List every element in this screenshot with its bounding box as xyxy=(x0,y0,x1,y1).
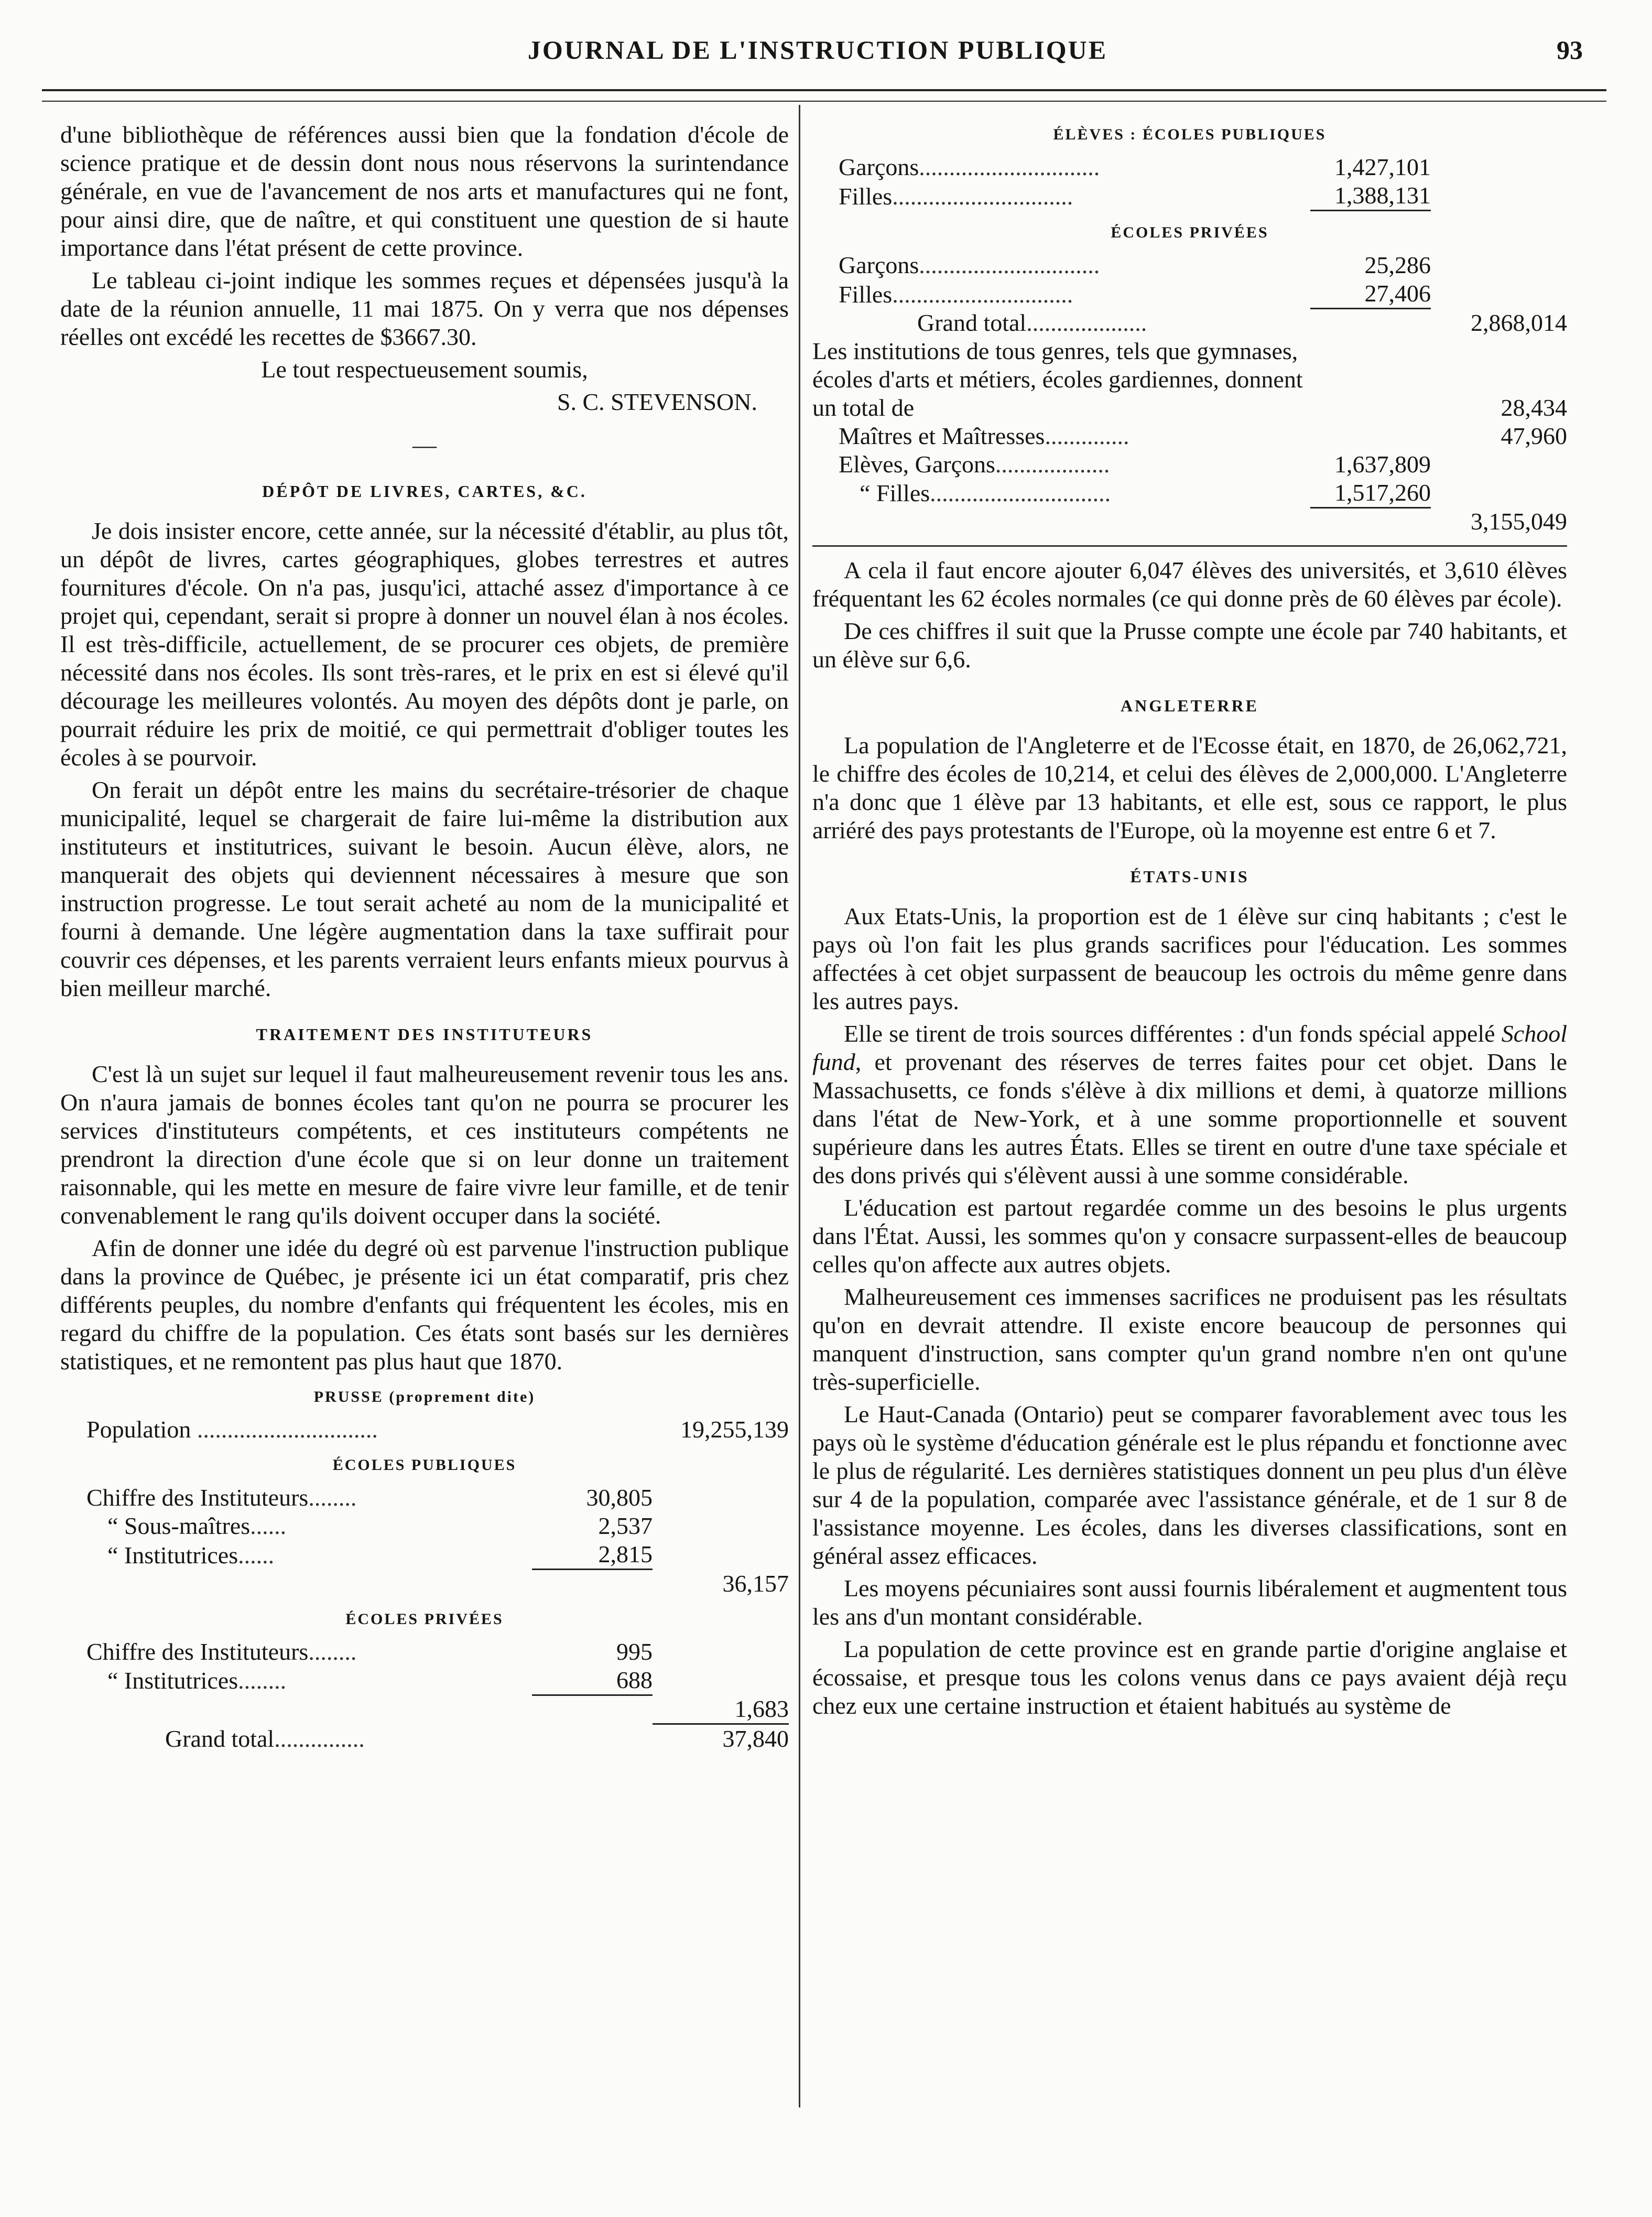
table-cell-value: 1,427,101 xyxy=(1334,154,1431,180)
eleves-private-table xyxy=(812,251,1567,536)
table-cell-label: “ Institutrices........ xyxy=(107,1667,287,1694)
grand-total-label-right: Grand total.................... xyxy=(917,309,1147,336)
table-cell-value: 688 xyxy=(532,1666,653,1695)
depot-paragraph-2: On ferait un dépôt entre les mains du secrétaire-trésorier de chaque municipalité, lequel se chargerait de faire lui-même la distribution aux instituteurs et institutrices, suivant le besoin. Aucun élève, alors, ne manquerait des objets qui deviennent nécessaires à mesure que son instruction progresse. Le tout serait acheté au nom de la municipalité et fourni à demande. Une légère augmentation dans la taxe suffirait pour couvrir ces dépenses, et les parents verraient leurs enfants mieux pourvus à bien meilleur marché. xyxy=(60,776,789,1001)
prusse-paragraph-2: De ces chiffres il suit que la Prusse compte une école par 740 habitants, et un élève sur 6,6. xyxy=(812,618,1567,673)
prusse-paragraph-1: A cela il faut encore ajouter 6,047 élèves des universités, et 3,610 élèves fréquentant les 62 écoles normales (ce qui donne près de 60 élèves par école). xyxy=(812,557,1567,612)
table-row xyxy=(60,1638,789,1666)
eleves-total: 3,155,049 xyxy=(1471,508,1567,535)
table-row xyxy=(812,507,1567,536)
table-cell-value: 1,637,809 xyxy=(1334,450,1431,478)
school-fund-term: School fund xyxy=(812,1020,1567,1075)
column-divider xyxy=(799,105,800,2107)
running-title: JOURNAL DE L'INSTRUCTION PUBLIQUE xyxy=(527,35,1108,64)
table-row xyxy=(812,153,1567,181)
table-cell-label: Garçons.............................. xyxy=(839,154,1100,180)
table-cell-value: 1,517,260 xyxy=(1310,479,1431,508)
left-column xyxy=(60,121,789,1753)
intro-paragraph: d'une bibliothèque de références aussi bien que la fondation d'école de science pratique et de dessin dont nous nous réservons la surintendance générale, en vue de l'avancement de nos arts et manufactures qui ne font, pour ainsi dire, que de naître, et qui constituent une question de si haute importance dans l'état présent de cette province. xyxy=(60,121,789,261)
table-cell-label: “ Filles.............................. xyxy=(860,480,1111,506)
prusse-population-table xyxy=(60,1415,789,1444)
table-row xyxy=(812,279,1567,309)
population-value: 19,255,139 xyxy=(680,1416,789,1443)
table-cell-value: 2,537 xyxy=(598,1512,653,1539)
grand-total-value-right: 2,868,014 xyxy=(1471,309,1567,336)
public-total: 36,157 xyxy=(722,1570,789,1597)
private-total: 1,683 xyxy=(653,1695,789,1724)
ontario-paragraph-3: La population de cette province est en grande partie d'origine anglaise et écossaise, et presque tous les colons venus dans ce pays avaient déjà reçu chez eux une certaine instruction et étaient habitués au système de xyxy=(812,1636,1567,1719)
depot-heading: DÉPÔT DE LIVRES, CARTES, &C. xyxy=(262,482,587,501)
etats-unis-paragraph-4: Malheureusement ces immenses sacrifices ne produisent pas les résultats qu'on en devrait attendre. Il existe encore beaucoup de personnes qui manquent d'instruction, sans compter qu'un grand nombre n'en ont qu'une très-superficielle. xyxy=(812,1283,1567,1395)
ecoles-publiques-heading: ÉCOLES PUBLIQUES xyxy=(332,1456,517,1474)
prusse-heading: PRUSSE (proprement dite) xyxy=(313,1388,536,1405)
section-separator: — xyxy=(412,431,437,458)
header-rule xyxy=(42,89,1606,91)
etats-unis-paragraph-1: Aux Etats-Unis, la proportion est de 1 élève sur cinq habitants ; c'est le pays où l'on fait les plus grands sacrifices pour l'éducation. Les sommes affectées à cet objet surpassent de beaucoup les octrois du même genre dans les autres pays. xyxy=(812,903,1567,1014)
table-row xyxy=(60,1512,789,1540)
traitement-heading: TRAITEMENT DES INSTITUTEURS xyxy=(256,1025,593,1044)
table-row xyxy=(812,337,1567,422)
public-schools-table xyxy=(60,1484,789,1598)
table-row xyxy=(812,309,1567,337)
closing-line: Le tout respectueusement soumis, xyxy=(261,356,588,383)
table-row xyxy=(60,1666,789,1695)
table-cell-value: 2,815 xyxy=(532,1540,653,1570)
institutions-text: Les institutions de tous genres, tels que gymnases, écoles d'arts et métiers, écoles gardiennes, donnent un total de xyxy=(812,337,1303,421)
traitement-paragraph-2: Afin de donner une idée du degré où est parvenue l'instruction publique dans la province de Québec, je présente ici un état comparatif, pris chez différents peuples, du nombre d'enfants qui fréquentent les écoles, mis en regard du chiffre de la population. Ces états sont basés sur les dernières statistiques, et ne remontent pas plus haut que 1870. xyxy=(60,1235,789,1375)
table-row xyxy=(60,1415,789,1444)
traitement-paragraph-1: C'est là un sujet sur lequel il faut malheureusement revenir tous les ans. On n'aura jamais de bonnes écoles tant qu'on ne pourra se procurer les services d'instituteurs compétents, et ces instituteurs compétents ne prendront la direction d'une école que si on leur donne un traitement raisonnable, qui les mette en mesure de faire vivre leur famille, et de tenir convenablement le rang qu'ils doivent occuper dans la société. xyxy=(60,1061,789,1229)
header-rule-thin xyxy=(42,101,1606,102)
table-row xyxy=(812,479,1567,508)
grand-total-label: Grand total............... xyxy=(165,1725,365,1752)
table-cell-label: Chiffre des Instituteurs........ xyxy=(86,1638,357,1665)
signature: S. C. STEVENSON. xyxy=(557,388,757,415)
page-number: 93 xyxy=(1557,35,1583,64)
table-row xyxy=(60,1540,789,1570)
page-header xyxy=(42,31,1593,68)
etats-unis-paragraph-3: L'éducation est partout regardée comme un des besoins le plus urgents dans l'État. Aussi, les sommes qu'on y consacre surpassent-elles de beaucoup celles qu'on affecte aux autres objets. xyxy=(812,1194,1567,1278)
table-cell-label: Chiffre des Instituteurs........ xyxy=(86,1484,357,1511)
table-cell-label: Elèves, Garçons................... xyxy=(839,450,1110,478)
grand-total-value: 37,840 xyxy=(722,1725,789,1752)
table-cell-label: “ Institutrices...... xyxy=(107,1541,275,1569)
ontario-paragraph-1: Le Haut-Canada (Ontario) peut se comparer favorablement avec tous les pays où le système d'éducation générale est le plus répandu et fonctionne avec le plus de régularité. Les dernières statistiques donnent un peu plus d'un élève sur 4 de la population, comparée avec l'assistance générale, et de 1 sur 8 de l'assistance moyenne. Les écoles, dans les diverses classifications, sont en général assez efficaces. xyxy=(812,1401,1567,1569)
table-cell-label: Filles.............................. xyxy=(839,182,1073,210)
table-cell-value: 25,286 xyxy=(1364,252,1431,278)
table-cell-label: Garçons.............................. xyxy=(839,252,1100,278)
etats-unis-heading: ÉTATS-UNIS xyxy=(1130,867,1249,886)
depot-paragraph-1: Je dois insister encore, cette année, sur la nécessité d'établir, au plus tôt, un dépôt de livres, cartes géographiques, globes terrestres et autres fournitures d'école. On n'a pas, jusqu'ici, attaché assez d'importance à ce projet qui, cependant, serait si propre à donner un nouvel élan à nos écoles. Il est très-difficile, actuellement, de se procurer ces objets, de première nécessité dans nos écoles. Ils sont très-rares, et le prix en est si élevé qu'il décourage les meilleures volontés. Au moyen des dépôts dont je parle, on pourrait réduire les prix de moitié, ce qui permettrait d'obliger toutes les écoles à se pourvoir. xyxy=(60,517,789,771)
table-row xyxy=(60,1484,789,1512)
ecoles-privees-heading: ÉCOLES PRIVÉES xyxy=(345,1610,504,1628)
table-cell-label: “ Sous-maîtres...... xyxy=(107,1512,287,1539)
etats-unis-paragraph-2: Elle se tirent de trois sources différentes : d'un fonds spécial appelé School fund, et provenant des réserves de terres faites pour cet objet. Dans le Massachusetts, ce fonds s'élève à dix millions et demi, à quatorze millions dans l'état de New-York, et à une somme proportionnelle et souvent supérieure dans les autres États. Elles se tirent en outre d'une taxe spéciale et des dons privés qui s'élèvent aussi à une somme considérable. xyxy=(812,1020,1567,1188)
table-row xyxy=(812,450,1567,479)
table-cell-value: 1,388,131 xyxy=(1310,181,1431,211)
angleterre-paragraph: La population de l'Angleterre et de l'Ecosse était, en 1870, de 26,062,721, le chiffre des écoles de 10,214, et celui des élèves de 2,000,000. L'Angleterre n'a donc que 1 élève par 13 habitants, et elle est, sous ce rapport, le plus arriéré des pays protestants de l'Europe, où la moyenne est entre 6 et 7. xyxy=(812,732,1567,843)
private-schools-table xyxy=(60,1638,789,1754)
table-row xyxy=(60,1724,789,1754)
table-cell-label: Maîtres et Maîtresses.............. xyxy=(839,422,1129,449)
right-column xyxy=(812,121,1567,1724)
ecoles-privees-heading-right: ÉCOLES PRIVÉES xyxy=(1111,224,1269,241)
ontario-paragraph-2: Les moyens pécuniaires sont aussi fournis libéralement et augmentent tous les ans d'un montant considérable. xyxy=(812,1575,1567,1630)
table-row xyxy=(812,251,1567,279)
angleterre-heading: ANGLETERRE xyxy=(1120,696,1259,715)
section-rule xyxy=(812,545,1567,547)
table-paragraph: Le tableau ci-joint indique les sommes reçues et dépensées jusqu'à la date de la réunion annuelle, 11 mai 1875. On y verra que nos dépenses réelles ont excédé les recettes de $3667.30. xyxy=(60,267,789,350)
table-cell-value: 30,805 xyxy=(586,1484,653,1511)
table-cell-value: 27,406 xyxy=(1310,279,1431,309)
table-row xyxy=(812,181,1567,211)
maitres-value: 47,960 xyxy=(1501,422,1567,449)
eleves-public-table xyxy=(812,153,1567,211)
table-cell-value: 995 xyxy=(616,1638,653,1665)
table-row xyxy=(812,422,1567,450)
institutions-value: 28,434 xyxy=(1501,394,1567,421)
table-cell-label: Filles.............................. xyxy=(839,280,1073,308)
table-row xyxy=(60,1570,789,1598)
table-row xyxy=(60,1695,789,1724)
population-label: Population .............................. xyxy=(86,1416,378,1443)
eleves-publiques-heading: ÉLÈVES : ÉCOLES PUBLIQUES xyxy=(1053,126,1327,143)
